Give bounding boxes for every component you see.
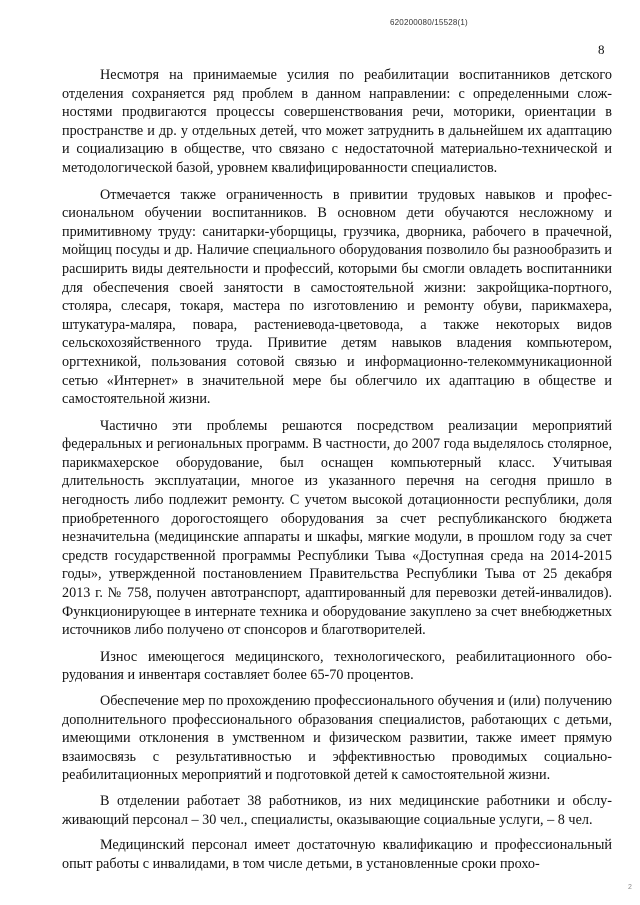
paragraph-training: Обеспечение мер по прохождению профессионального обучения и (или) получению дополнительного профессионального образования специалистов, работающих с детьми, имеющими отклонения в умственном и физическом развитии, также имеет прямую взаимосвязь с результативностью и эффективностью проводимых социально-реабилитационных мероприятий и подготовкой детей к самостоятельной жизни. — [62, 693, 612, 784]
paragraph-rehabilitation-problems: Несмотря на принимаемые усилия по реабилитации воспитанников детского отделения сохраняется ряд проблем в данном направлении: с определенными сложностями продвигаются процессы совершенствования речи, моторики, ориентации в пространстве и др. у отдельных детей, что может затруднить в дальнейшем их адаптацию и социализацию в обществе, что связано с недостаточной материально-технической и методологической базой, уровнем квалифицированности специалистов. — [62, 67, 612, 176]
paragraph-labor-skills: Отмечается также ограниченность в привитии трудовых навыков и профессиональном обучении воспитанников. В основном дети обучаются несложному и примитивному труду: санитарки-уборщицы, грузчика, дворника, рабочего в прачечной, мойщиц посуды и др. Наличие специального оборудования позволило бы разнообразить и расширить виды деятельности и профессий, которыми бы смогли овладеть воспитанники для обеспечения своей занятости в самостоятельной жизни: закройщика-портного, столяра, слесаря, токаря, мастера по изготовлению и ремонту обуви, парикмахера, штукатура-маляра, повара, растениевода-цветовода, а также некоторых видов сельскохозяйственного труда. Привитие детям навыков владения компьютером, оргтехникой, пользования сотовой связью и информационно-телекоммуникационной сетью «Интернет» в значительной мере бы облегчило их адаптацию в обществе и самостоятельной жизни. — [62, 186, 612, 408]
corner-mark: 2 — [628, 884, 632, 891]
paragraph-equipment-wear: Износ имеющегося медицинского, технологического, реабилитационного оборудования и инвентаря составляет более 65-70 процентов. — [62, 648, 612, 684]
paragraph-staff: В отделении работает 38 работников, из них медицинские работники и обслуживающий персонал – 30 чел., специалисты, оказывающие социальные услуги, – 8 чел. — [62, 792, 612, 828]
paragraph-medical-staff: Медицинский персонал имеет достаточную квалификацию и профессиональный опыт работы с инвалидами, в том числе детьми, в установленные сроки прохо- — [62, 837, 612, 872]
paragraph-programs: Частично эти проблемы решаются посредством реализации мероприятий федеральных и региональных программ. В частности, до 2007 года выделялось столярное, парикмахерское оборудование, был оснащен компьютерный класс. Учитывая длительность эксплуатации, многое из указанного перечня на сегодня пришло в негодность либо подлежит ремонту. С учетом высокой дотационности республики, доля приобретенного дорогостоящего оборудования за счет республиканского бюджета незначительна (медицинские аппараты и шкафы, мягкие модули, в прошлом году за счет средств государственной программы Республики Тыва «Доступная среда на 2014-2015 годы», утвержденной постановлением Правительства Республики Тыва от 25 декабря 2013 г. № 758, получен автотранспорт, адаптированный для перевозки детей-инвалидов). Функционирующее в интернате техника и оборудование закуплено за счет внебюджетных источников либо получено от спонсоров и благотворителей. — [62, 417, 612, 639]
document-id: 620200080/15528(1) — [390, 18, 468, 27]
body-text — [62, 66, 612, 873]
page-number: 8 — [598, 42, 605, 57]
